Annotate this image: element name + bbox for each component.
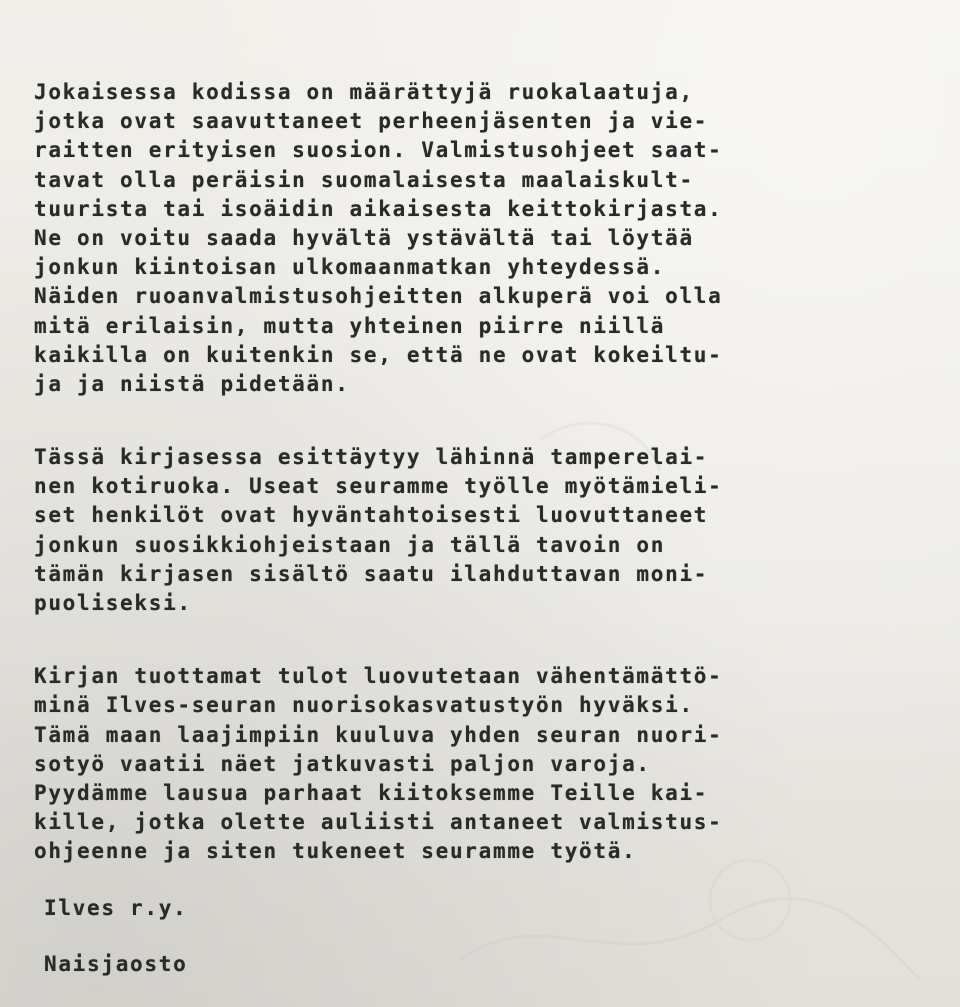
text-line: Jokaisessa kodissa on määrättyjä ruokalaatuja, <box>34 80 694 104</box>
text-line: raitten erityisen suosion. Valmistusohjeet saat- <box>34 138 723 163</box>
text-line: kille, jotka olette auliisti antaneet valmistus- <box>34 810 723 835</box>
paragraph-spacer <box>34 399 934 443</box>
text-line: Ne on voitu saada hyvältä ystävältä tai löytää <box>34 225 694 250</box>
text-line: puoliseksi. <box>34 591 192 615</box>
text-line: sotyö vaatii näet jatkuvasti paljon varoja. <box>34 751 651 776</box>
text-line: Pyydämme lausua parhaat kiitoksemme Teille kai- <box>34 780 709 805</box>
text-line: nen kotiruoka. Useat seuramme työlle myötämieli- <box>34 474 723 499</box>
paragraph-proceeds <box>34 662 934 866</box>
text-line: kaikilla on kuitenkin se, että ne ovat kokeiltu- <box>34 342 723 367</box>
paragraph-spacer <box>34 618 934 662</box>
text-line: jonkun kiintoisan ulkomaanmatkan yhteydessä. <box>34 255 666 280</box>
text-line: Tässä kirjasessa esittäytyy lähinnä tamperelai- <box>34 445 709 470</box>
text-line: Kirjan tuottamat tulot luovutetaan vähentämättö- <box>34 664 723 689</box>
document-body <box>34 78 934 867</box>
paragraph-intro <box>34 78 934 399</box>
text-line: minä Ilves-seuran nuorisokasvatustyön hyväksi. <box>34 693 694 718</box>
text-line: tavat olla peräisin suomalaisesta maalaiskult- <box>34 167 694 192</box>
signature-department: Naisjaosto <box>44 952 188 976</box>
text-line: jotka ovat saavuttaneet perheenjäsenten ja vie- <box>34 109 709 134</box>
text-line: set henkilöt ovat hyväntahtoisesti luovuttaneet <box>34 503 709 528</box>
text-line: ohjeenne ja siten tukeneet seuramme työtä. <box>34 839 637 864</box>
text-line: jonkun suosikkiohjeistaan ja tällä tavoin on <box>34 532 666 557</box>
text-line: Tämä maan laajimpiin kuuluva yhden seuran nuori- <box>34 722 723 747</box>
signature-organization: Ilves r.y. <box>44 896 188 920</box>
text-line: mitä erilaisin, mutta yhteinen piirre niillä <box>34 313 666 338</box>
text-line: Näiden ruoanvalmistusohjeitten alkuperä voi olla <box>34 284 723 309</box>
text-line: tämän kirjasen sisältö saatu ilahduttavan moni- <box>34 561 709 586</box>
text-line: ja ja niistä pidetään. <box>34 371 350 396</box>
paragraph-book-contents <box>34 443 934 618</box>
text-line: tuurista tai isoäidin aikaisesta keittokirjasta. <box>34 196 723 221</box>
